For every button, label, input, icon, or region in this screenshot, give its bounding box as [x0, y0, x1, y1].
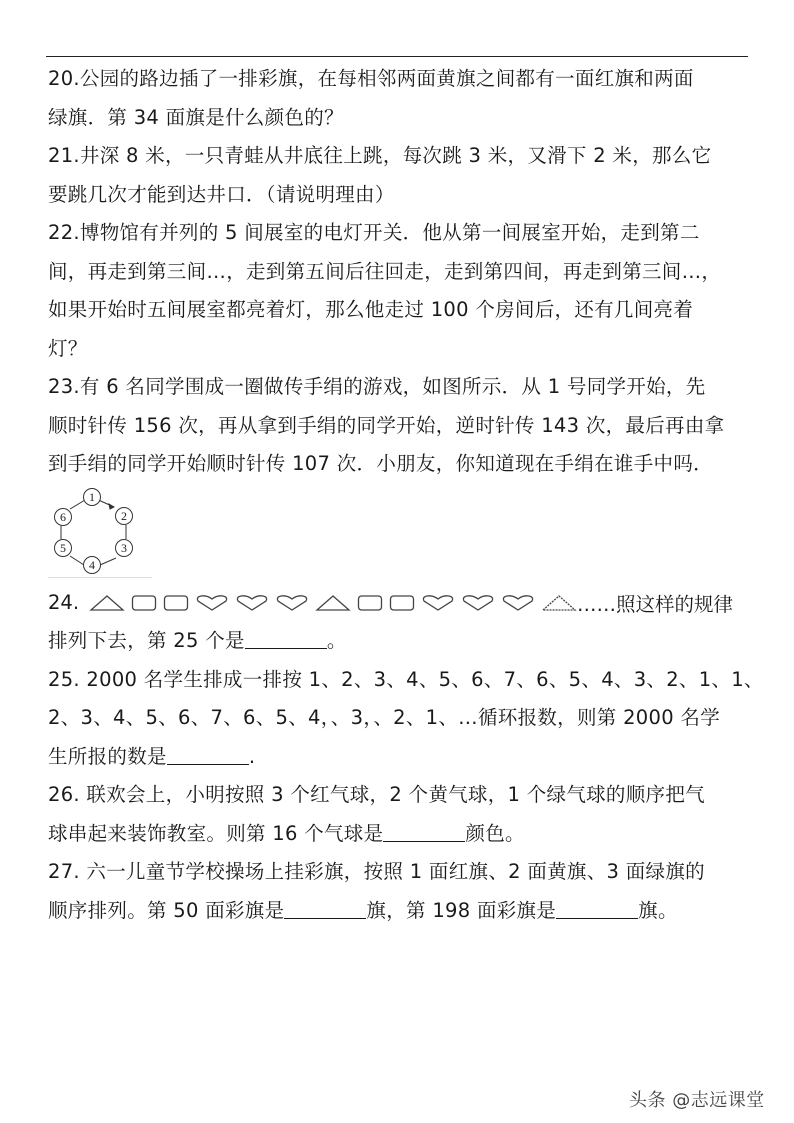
svg-text:5: 5 [60, 540, 66, 555]
answer-blank[interactable] [383, 821, 465, 842]
heart-icon [235, 594, 269, 612]
question-line: 要跳几次才能到达井口．（请说明理由） [48, 182, 395, 206]
question-line [48, 815, 760, 854]
question-25 [48, 661, 764, 777]
question-line: 22.博物馆有并列的 5 间展室的电灯开关．他从第一间展室开始，走到第二 [48, 221, 700, 244]
svg-text:4: 4 [89, 557, 95, 572]
svg-text:2: 2 [121, 508, 127, 523]
rectangle-icon [357, 594, 383, 612]
question-line: 灯？ [48, 336, 88, 360]
question-line: 顺时针传 156 次，再从拿到手绢的同学开始，逆时针传 143 次，最后再由拿 [48, 413, 725, 437]
svg-text:1: 1 [89, 489, 95, 504]
watermark: 头条 @志远课堂 [629, 1090, 765, 1111]
question-text: 旗。 [638, 898, 678, 922]
heart-icon [275, 594, 309, 612]
question-line: 20.公园的路边插了一排彩旗，在每相邻两面黄旗之间都有一面红旗和两面 [48, 67, 694, 90]
question-line: 如果开始时五间展室都亮着灯，那么他走过 100 个房间后，还有几间亮着 [48, 298, 694, 321]
question-line: 21.井深 8 米，一只青蛙从井底往上跳，每次跳 3 米，又滑下 2 米，那么它 [48, 144, 712, 167]
triangle-icon [315, 594, 351, 612]
heart-icon [461, 594, 495, 612]
answer-blank[interactable] [167, 744, 249, 765]
question-text: 顺序排列。第 50 面彩旗是 [48, 898, 285, 922]
question-21 [48, 137, 760, 214]
question-line: 26. 联欢会上，小明按照 3 个红气球，2 个黄气球，1 个绿气球的顺序把气 [48, 783, 705, 806]
sequence-suffix: ……照这样的规律 [577, 592, 734, 616]
question-26 [48, 776, 760, 853]
question-text: 。 [326, 629, 347, 652]
answer-blank[interactable] [284, 898, 366, 919]
question-line [48, 738, 760, 777]
triangle-icon [541, 594, 577, 612]
question-line: 25. 2000 名学生排成一排按 1、2、3、4、5、6、7、6、5、4、3、2、1、1、 [48, 667, 764, 691]
question-22 [48, 214, 760, 368]
rectangle-icon [389, 594, 415, 612]
question-24 [48, 584, 760, 661]
question-line: 到手绢的同学开始顺时针传 107 次．小朋友，你知道现在手绢在谁手中吗． [48, 452, 713, 475]
svg-text:6: 6 [60, 509, 66, 524]
student-circle-diagram [48, 488, 152, 574]
question-line [48, 892, 760, 931]
question-text: 颜色。 [465, 821, 525, 845]
question-line: 2、3、4、5、6、7、6、5、4，、3，、2、1、…循环报数，则第 2000 名学 [48, 706, 721, 729]
question-text: 排列下去，第 25 个是 [48, 629, 245, 652]
question-23 [48, 368, 760, 574]
question-line: 23.有 6 名同学围成一圈做传手绢的游戏，如图所示．从 1 号同学开始，先 [48, 375, 706, 398]
heart-icon [421, 594, 455, 612]
heart-icon [195, 594, 229, 612]
rectangle-icon [131, 594, 157, 612]
question-text: 生所报的数是 [48, 744, 167, 768]
question-line: 绿旗．第 34 面旗是什么颜色的？ [48, 105, 344, 129]
question-text: . [248, 744, 256, 768]
diagram-underline [48, 577, 152, 578]
document-body [48, 60, 764, 930]
answer-blank[interactable] [556, 898, 638, 919]
question-20 [48, 60, 760, 137]
question-line: 27. 六一儿童节学校操场上挂彩旗，按照 1 面红旗、2 面黄旗、3 面绿旗的 [48, 860, 705, 883]
question-text: 球串起来装饰教室。则第 16 个气球是 [48, 821, 384, 845]
top-rule [46, 56, 748, 57]
heart-icon [501, 594, 535, 612]
question-text: 旗，第 198 面彩旗是 [366, 898, 557, 922]
question-27 [48, 853, 760, 930]
question-number: 24. [48, 591, 80, 615]
rectangle-icon [163, 594, 189, 612]
shape-sequence-line [48, 584, 760, 623]
question-line: 间，再走到第三间…，走到第五间后往回走，走到第四间，再走到第三间…， [48, 259, 722, 283]
answer-blank[interactable] [245, 628, 327, 649]
svg-text:3: 3 [121, 540, 127, 555]
triangle-icon [89, 594, 125, 612]
circle-diagram-icon [48, 488, 152, 574]
question-line [48, 622, 760, 661]
